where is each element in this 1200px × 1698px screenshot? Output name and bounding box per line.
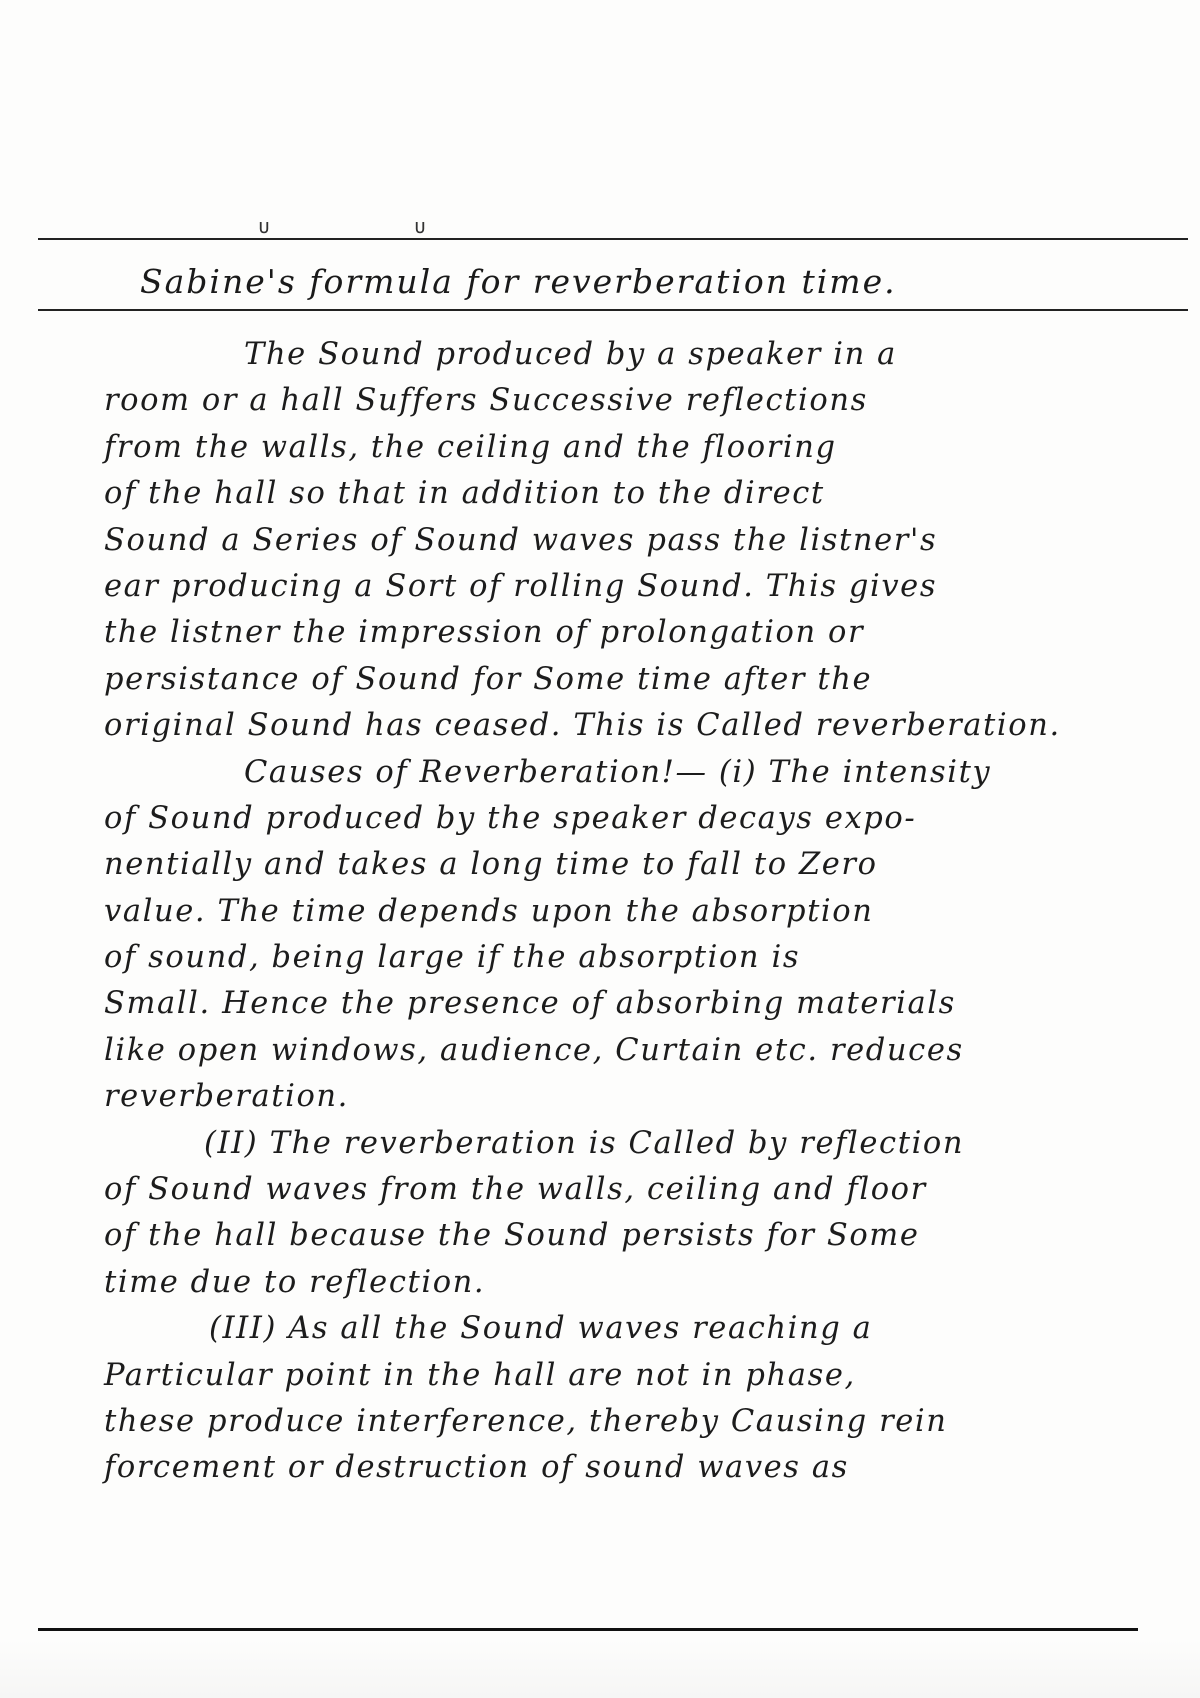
text-line: of the hall because the Sound persists for Some [104, 1218, 920, 1254]
text-line: original Sound has ceased. This is Called reverberation. [104, 708, 1061, 744]
text-line: time due to reflection. [104, 1264, 486, 1300]
text-line: Sound a Series of Sound waves pass the listner's [104, 522, 938, 558]
page-bottom-edge-line [38, 1628, 1138, 1631]
text-line: forcement or destruction of sound waves as [104, 1450, 849, 1486]
text-line: the listner the impression of prolongation or [104, 615, 865, 651]
text-line: ear producing a Sort of rolling Sound. This gives [104, 568, 938, 604]
text-line: (III) As all the Sound waves reaching a [209, 1311, 873, 1347]
text-line: like open windows, audience, Curtain etc. reduces [104, 1032, 964, 1068]
text-line: from the walls, the ceiling and the flooring [104, 429, 837, 465]
text-line: these produce interference, thereby Causing rein [104, 1403, 948, 1439]
title-top-rule [38, 238, 1188, 240]
text-line: The Sound produced by a speaker in a [244, 337, 897, 372]
title-bottom-rule [38, 309, 1188, 311]
text-line: of the hall so that in addition to the direct [104, 476, 825, 512]
text-line: Causes of Reverberation!— (i) The intensity [244, 754, 992, 790]
text-line: Small. Hence the presence of absorbing materials [104, 986, 956, 1022]
handwritten-body [104, 332, 1179, 1492]
text-line: of Sound waves from the walls, ceiling and floor [104, 1172, 927, 1208]
text-line: of sound, being large if the absorption is [104, 940, 801, 976]
text-line: room or a hall Suffers Successive reflections [104, 383, 868, 419]
text-line: persistance of Sound for Some time after the [104, 661, 873, 697]
text-line: Particular point in the hall are not in phase, [104, 1357, 856, 1393]
top-mark-1: ᴜ [258, 214, 270, 238]
page-title: Sabine's formula for reverberation time. [140, 262, 897, 301]
scan-margin [0, 1640, 1200, 1698]
text-line: nentially and takes a long time to fall to Zero [104, 847, 878, 883]
text-line: (II) The reverberation is Called by reflection [204, 1125, 965, 1161]
text-line: reverberation. [104, 1079, 349, 1115]
text-line: of Sound produced by the speaker decays expo- [104, 800, 917, 836]
text-line: value. The time depends upon the absorption [104, 893, 874, 929]
top-mark-2: ᴜ [414, 214, 426, 238]
